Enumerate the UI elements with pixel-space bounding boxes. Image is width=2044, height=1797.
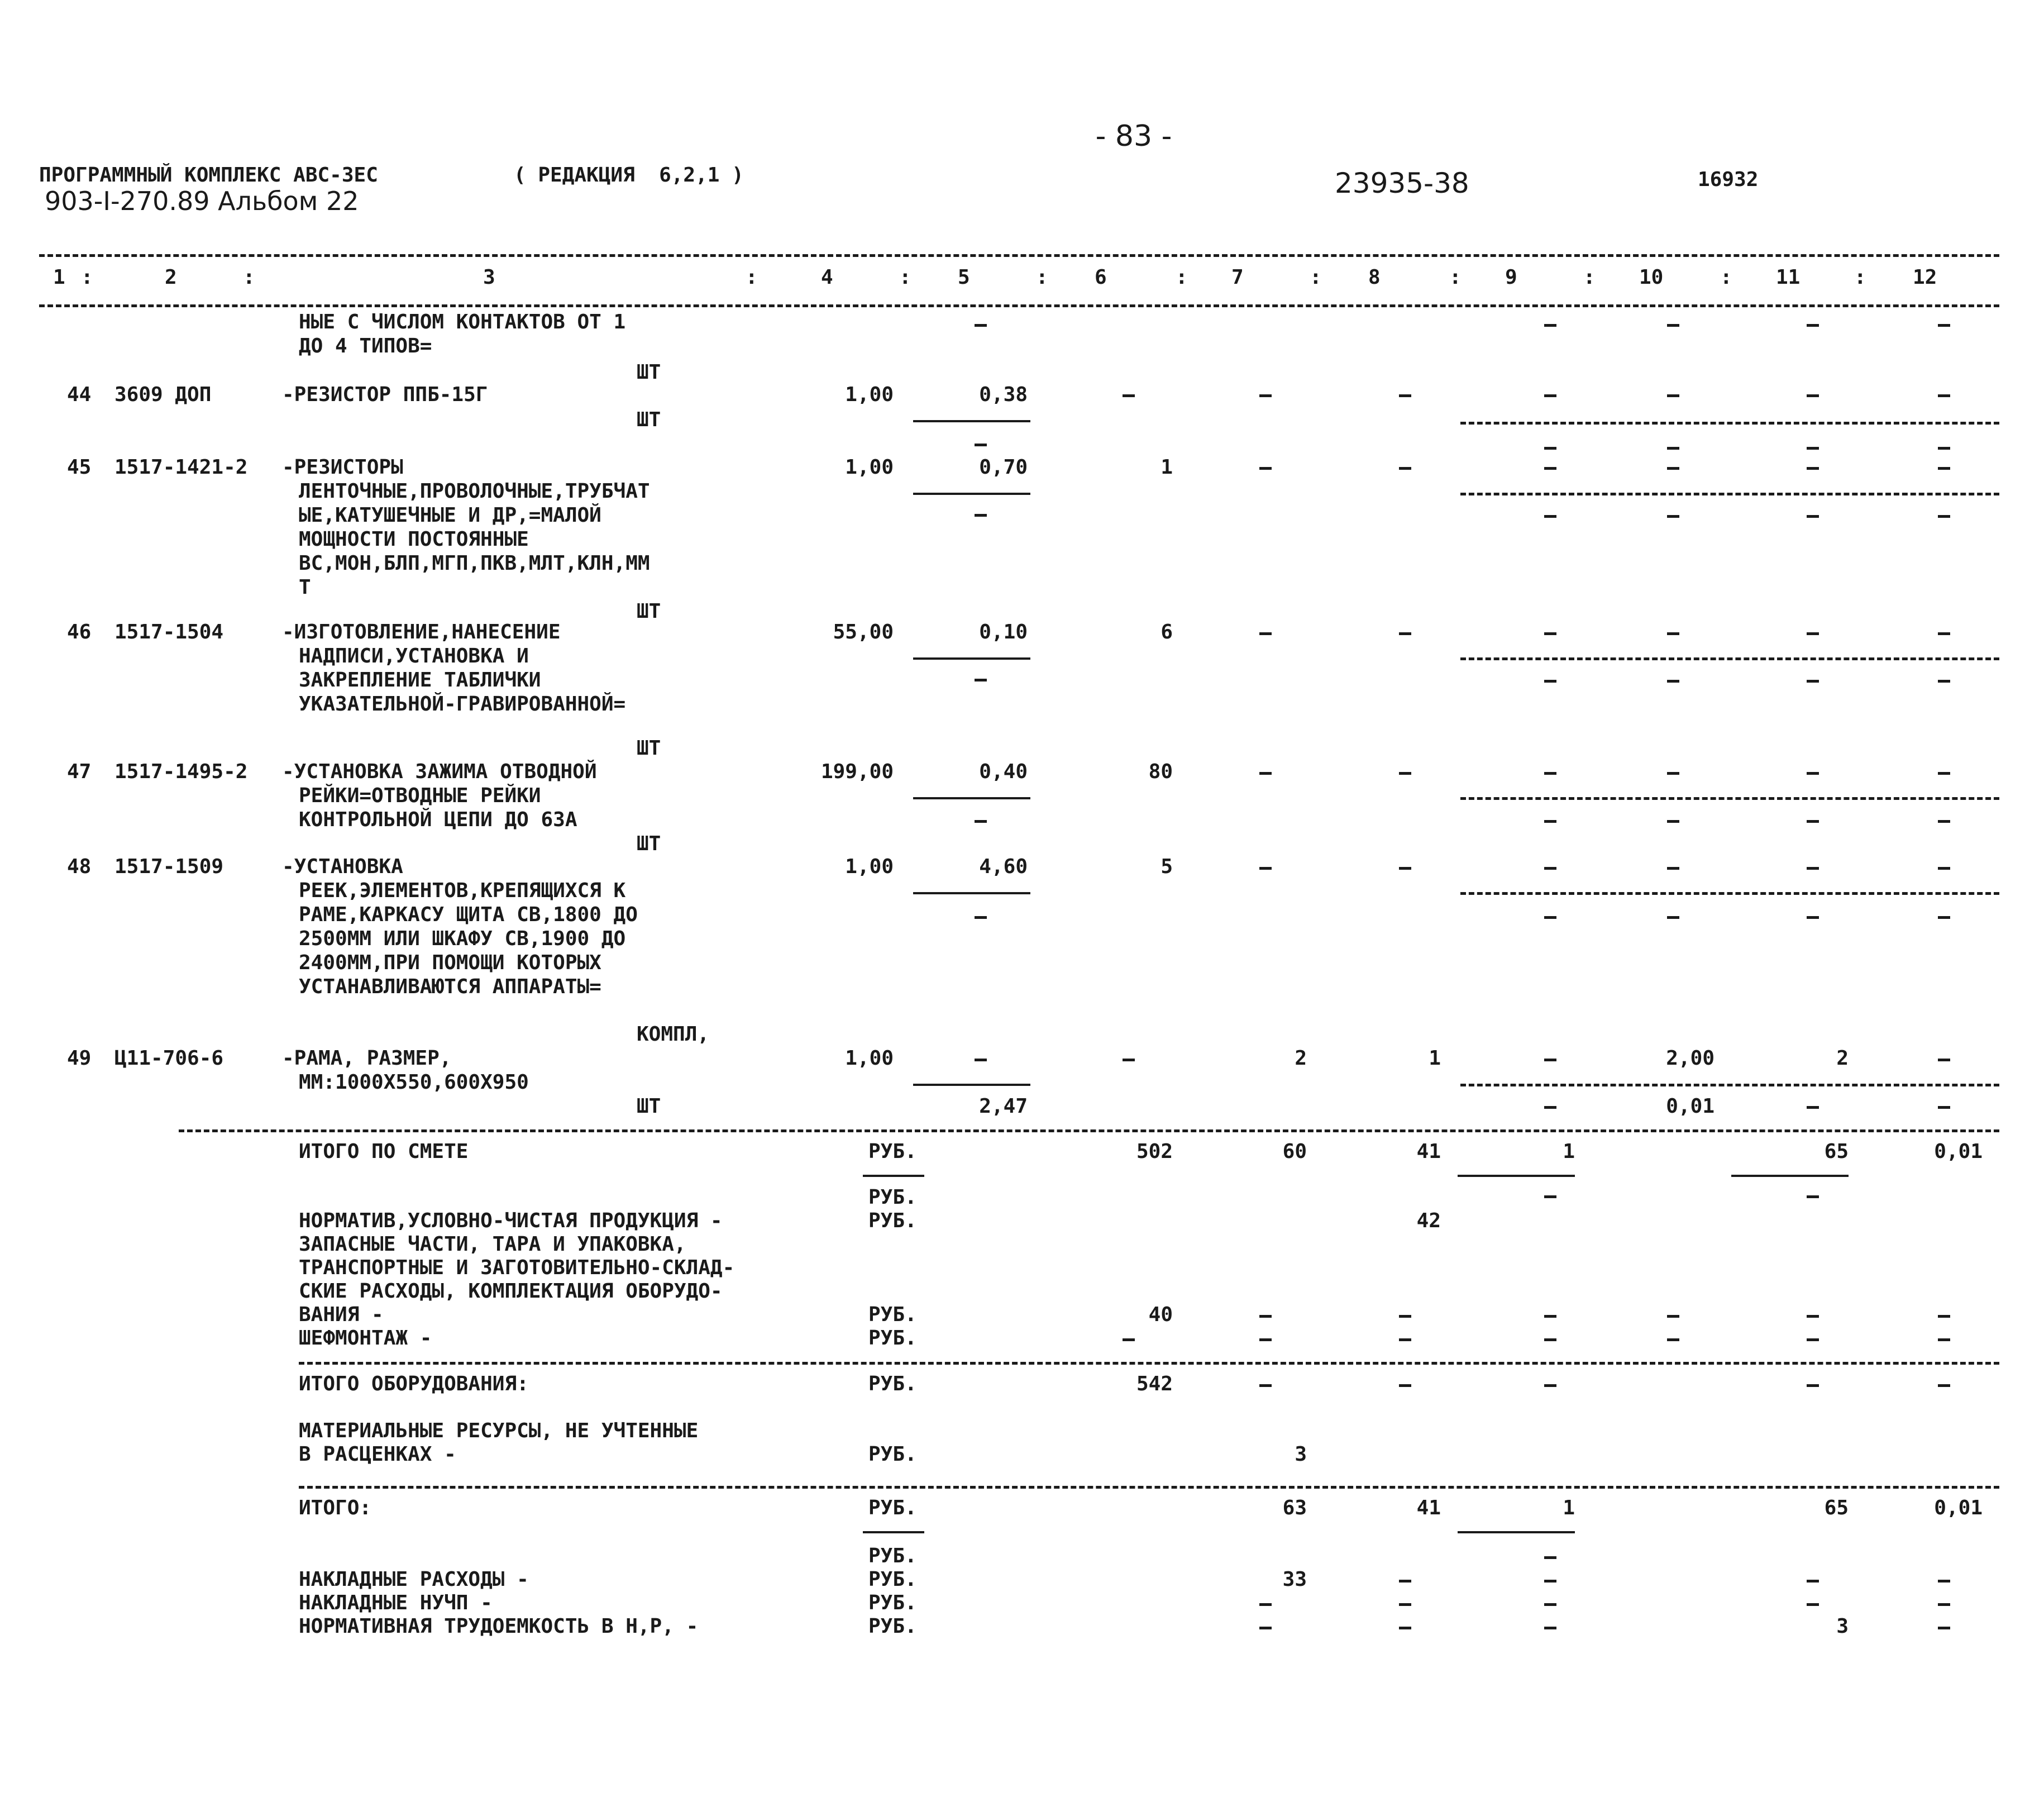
header-bottom-rule	[39, 304, 1999, 307]
project-code: 903-I-270.89 Альбом 22	[45, 186, 359, 216]
section-rule	[299, 1362, 1999, 1365]
column-header-5: 5	[958, 266, 970, 289]
column-header-4: 4	[821, 266, 833, 289]
page-number: - 83 -	[1095, 120, 1172, 153]
section-rule	[179, 1129, 1999, 1132]
program-edition: ( РЕДАКЦИЯ 6,2,1 )	[514, 164, 744, 187]
header-top-rule	[39, 254, 1999, 257]
document-number: 16932	[1698, 168, 1759, 191]
section-rule	[299, 1486, 1999, 1489]
column-header-9: 9	[1505, 266, 1517, 289]
column-header-1: 1	[53, 266, 65, 289]
column-header-11: 11	[1776, 266, 1801, 289]
program-name: ПРОГРАММНЫЙ КОМПЛЕКС АВС-ЗЕС	[39, 164, 378, 187]
document-code: 23935-38	[1335, 167, 1469, 199]
column-header-8: 8	[1368, 266, 1381, 289]
column-header-6: 6	[1095, 266, 1107, 289]
column-header-3: 3	[483, 266, 495, 289]
column-header-12: 12	[1913, 266, 1937, 289]
column-header-10: 10	[1639, 266, 1664, 289]
column-header-2: 2	[165, 266, 177, 289]
column-header-7: 7	[1231, 266, 1244, 289]
document-page: - 83 - ПРОГРАММНЫЙ КОМПЛЕКС АВС-ЗЕС ( РЕДАКЦИЯ 6,2,1 ) 903-I-270.89 Альбом 22 23935-38 16932 1 : 2 : 3 : 4 : 5 : 6 : 7 : 8 : 9 : 10 : 11 : 12 НЫЕ С ЧИСЛОМ КОНТАКТОВ ОТ 1 ДО 4 ТИПОВ= ШТ 44 3609 ДОП -РЕЗИСТОР ППБ-15Г ШТ 1,00 0,38 45 1517-1421-2 -РЕЗИСТОРЫ ЛЕНТОЧНЫЕ,ПРОВОЛОЧНЫЕ,ТРУБЧАТ ЫЕ,КАТУШЕЧНЫЕ И ДР,=МАЛОЙ МОЩНОСТИ ПОСТОЯННЫЕ ВС,МОН,БЛП,МГП,ПКВ,МЛТ,КЛН,ММ Т ШТ 1,00 0,70 1 46 1517-1504 -ИЗГОТОВЛЕНИЕ,НАНЕСЕНИЕ НАДПИСИ,УСТАНОВКА И ЗАКРЕПЛЕНИЕ ТАБЛИЧКИ УКАЗАТЕЛЬНОЙ-ГРАВИРОВАННОЙ= ШТ 55,00 0,10 6 47 1517-1495-2 -УСТАНОВКА ЗАЖИМА ОТВОДНОЙ РЕЙКИ=ОТВОДНЫЕ РЕЙКИ КОНТРОЛЬНОЙ ЦЕПИ ДО 63А ШТ 199,00 0,40 80 48 1517-1509 -УСТАНОВКА РЕЕК,ЭЛЕМЕНТОВ,КРЕПЯЩИХСЯ К РАМЕ,КАРКАСУ ЩИТА СВ,1800 ДО 2500ММ ИЛИ ШКАФУ СВ,1900 ДО 2400ММ,ПРИ ПОМОЩИ КОТОРЫХ УСТАНАВЛИВАЮТСЯ АППАРАТЫ= КОМПЛ, 1,00 4,60 5 49 Ц11-706-6 -РАМА, РАЗМЕР, ММ:1000Х550,600Х950 ШТ 1,00 2,47 2 1 2,00 0,01 2 ИТОГО ПО СМЕТЕ РУБ. 502 60 41 1 65 0,01 РУБ. НОРМАТИВ,УСЛОВНО-ЧИСТАЯ ПРОДУКЦИЯ - РУБ. 42 ЗАПАСНЫЕ ЧАСТИ, ТАРА И УПАКОВКА, ТРАНСПОРТНЫЕ И ЗАГОТОВИТЕЛЬНО-СКЛАД- СКИЕ РАСХОДЫ, КОМПЛЕКТАЦИЯ ОБОРУДО- ВАНИЯ - РУБ. 40 ШЕФМОНТАЖ - РУБ. ИТОГО ОБОРУДОВАНИЯ: РУБ. 542 МАТЕРИАЛЬНЫЕ РЕСУРСЫ, НЕ УЧТЕННЫЕ В РАСЦЕНКАХ - РУБ. 3 ИТОГО: РУБ. 63 41 1 65 0,01 РУБ. НАКЛАДНЫЕ РАСХОДЫ - РУБ. 33 НАКЛАДНЫЕ НУЧП - РУБ. НОРМАТИВНАЯ ТРУДОЕМКОСТЬ В Н,Р, - РУБ. 3	[0, 0, 2044, 1797]
